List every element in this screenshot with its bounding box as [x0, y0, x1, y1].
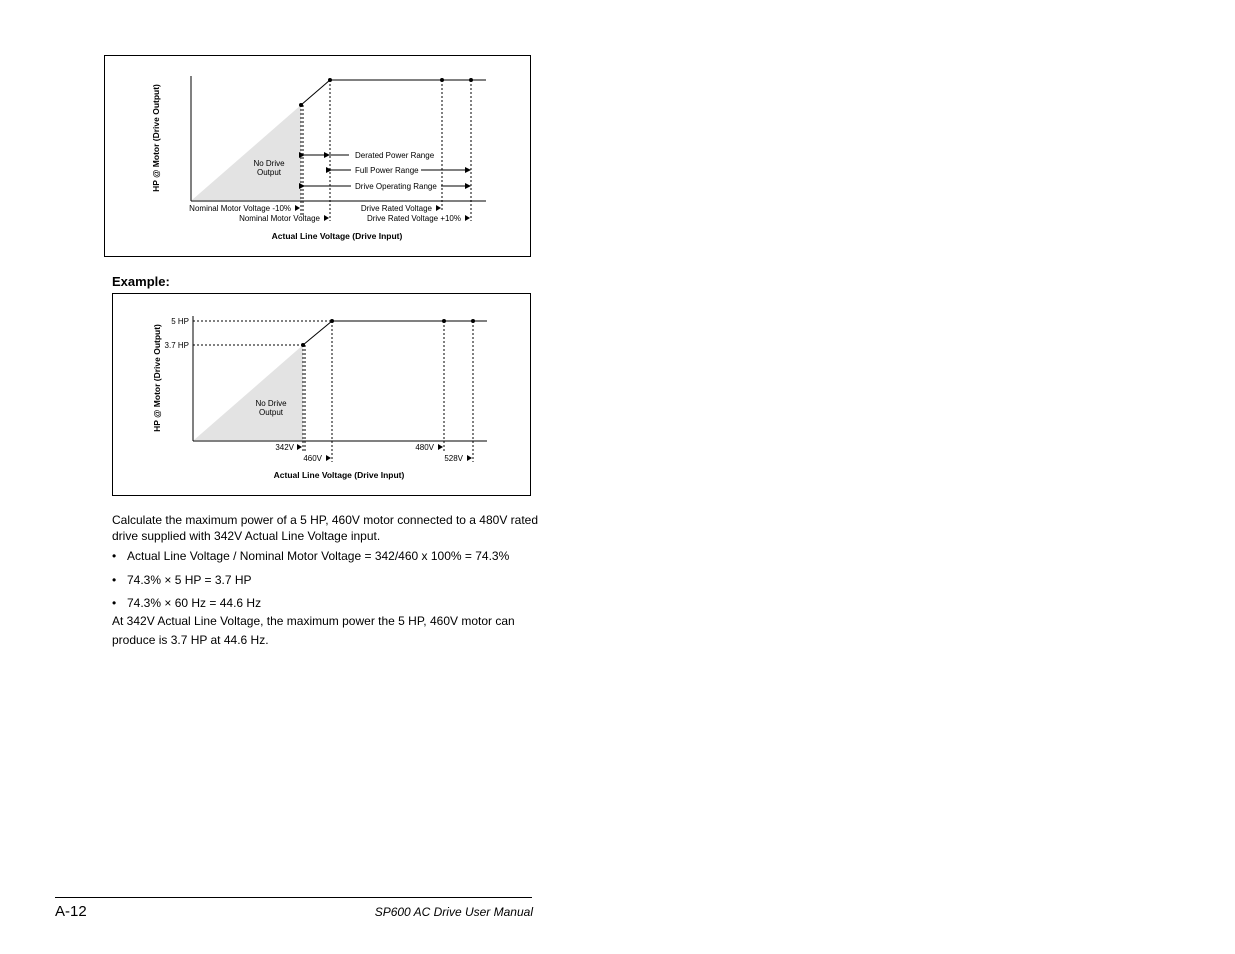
example-diagram [113, 294, 532, 497]
marker-label-drive-rated-plus-10: Drive Rated Voltage +10% [366, 214, 461, 223]
manual-title: SP600 AC Drive User Manual [374, 905, 533, 919]
no-output-region [194, 345, 303, 440]
bullet-text: 74.3% × 5 HP = 3.7 HP [127, 573, 252, 587]
bullet-dot: • [112, 573, 117, 587]
y-axis-title: HP @ Motor (Drive Output) [151, 84, 161, 192]
bullet-text: Actual Line Voltage / Nominal Motor Voltage = 342/460 x 100% = 74.3% [127, 549, 510, 563]
no-output-label-line2: Output [256, 168, 282, 177]
no-output-label-line1: No Drive [255, 399, 287, 408]
marker-arrow [324, 215, 329, 221]
paragraph-line: produce is 3.7 HP at 44.6 Hz. [112, 633, 269, 647]
page-number: A-12 [55, 903, 87, 920]
paragraph-line: Calculate the maximum power of a 5 HP, 460V motor connected to a 480V rated [112, 513, 539, 527]
marker-arrow [326, 455, 331, 461]
x-marker-460v: 460V [303, 454, 322, 463]
power-curve [301, 80, 486, 105]
marker-arrow [297, 444, 302, 450]
derating-diagram [105, 56, 532, 258]
x-marker-342v: 342V [275, 443, 294, 452]
paragraph-line: drive supplied with 342V Actual Line Voltage input. [112, 529, 381, 543]
full-range-label: Full Power Range [355, 166, 419, 175]
marker-label-nominal-minus-10: Nominal Motor Voltage -10% [189, 204, 291, 213]
power-curve [303, 321, 487, 345]
bullet-item [112, 595, 261, 611]
marker-arrow [438, 444, 443, 450]
y-tick-3-7hp: 3.7 HP [164, 341, 189, 350]
no-output-region [192, 105, 301, 200]
y-tick-5hp: 5 HP [171, 317, 189, 326]
figure-example [112, 293, 531, 496]
x-marker-528v: 528V [444, 454, 463, 463]
marker-label-nominal: Nominal Motor Voltage [239, 214, 320, 223]
bullet-dot: • [112, 596, 117, 610]
example-paragraph [112, 512, 538, 544]
bullet-dot: • [112, 549, 117, 563]
x-marker-480v: 480V [415, 443, 434, 452]
marker-arrow [467, 455, 472, 461]
operating-range-label: Drive Operating Range [355, 182, 437, 191]
marker-arrow [295, 205, 300, 211]
bullet-text: 74.3% × 60 Hz = 44.6 Hz [127, 596, 262, 610]
paragraph-line: At 342V Actual Line Voltage, the maximum power the 5 HP, 460V motor can [112, 614, 515, 628]
bullet-item [112, 548, 509, 564]
no-output-label-line2: Output [258, 408, 284, 417]
conclusion-paragraph [112, 612, 515, 650]
example-heading: Example: [112, 274, 170, 289]
x-axis-title: Actual Line Voltage (Drive Input) [273, 470, 405, 480]
x-axis-title: Actual Line Voltage (Drive Input) [271, 231, 403, 241]
marker-arrow [436, 205, 441, 211]
bullet-item [112, 572, 252, 588]
derated-range-label: Derated Power Range [355, 151, 435, 160]
no-output-label-line1: No Drive [253, 159, 285, 168]
y-axis-title: HP @ Motor (Drive Output) [152, 324, 162, 432]
footer-rule [55, 897, 532, 898]
marker-label-drive-rated: Drive Rated Voltage [360, 204, 432, 213]
figure-power-derating [104, 55, 531, 257]
marker-arrow [465, 215, 470, 221]
